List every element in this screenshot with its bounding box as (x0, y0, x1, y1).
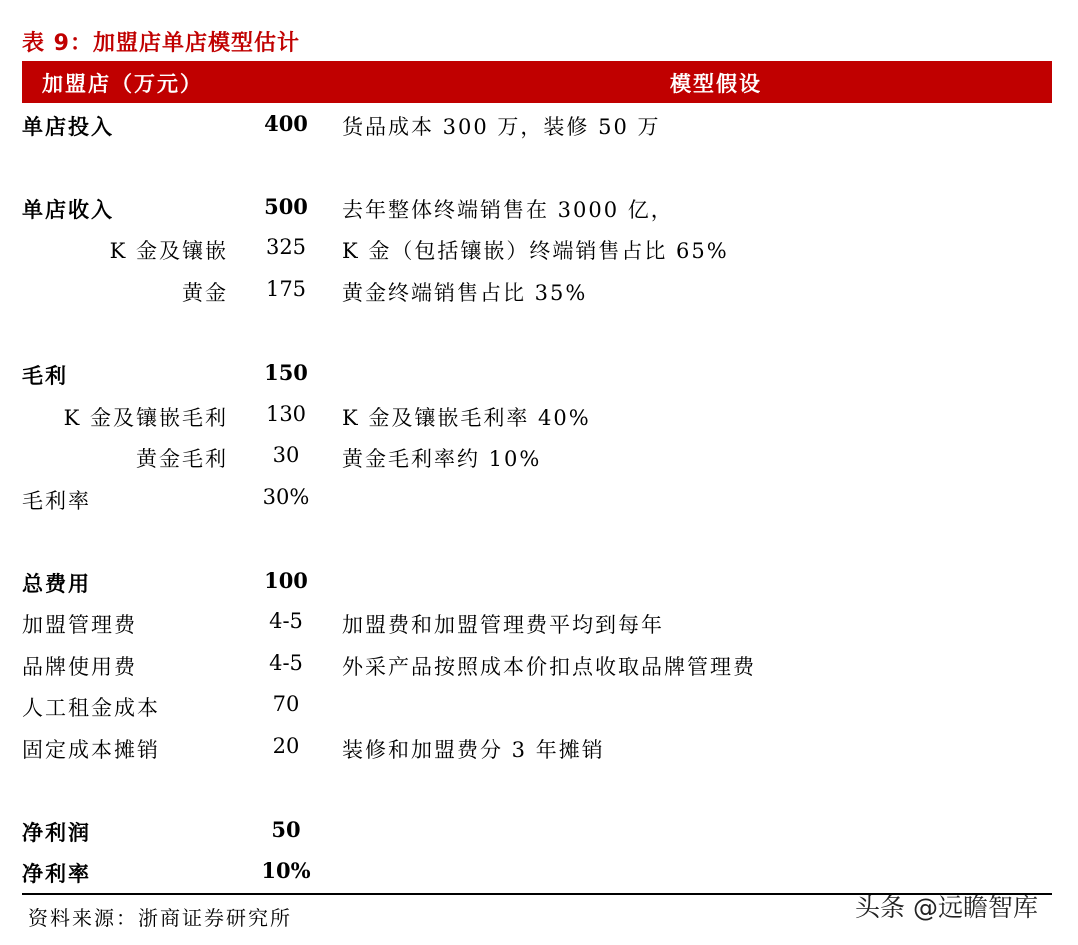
row-value: 400 (264, 111, 308, 136)
row-label: 毛利率 (22, 489, 91, 513)
table-row (22, 817, 1052, 849)
table-row (22, 858, 1052, 890)
row-label: 总费用 (22, 572, 91, 596)
row-value: 4-5 (269, 651, 303, 675)
row-value: 30 (272, 443, 300, 467)
row-note: 外采产品按照成本价扣点收取品牌管理费 (342, 655, 756, 679)
row-value: 130 (265, 402, 307, 426)
row-value: 150 (264, 360, 308, 385)
watermark: 头条 @远瞻智库 (855, 893, 1038, 922)
row-value: 175 (265, 277, 307, 301)
row-label: 人工租金成本 (22, 696, 160, 720)
header-left: 加盟店（万元） (42, 72, 203, 96)
table-row (22, 402, 1052, 434)
row-note: 货品成本 300 万，装修 50 万 (342, 115, 661, 139)
row-value: 30% (262, 485, 310, 509)
table-row (22, 194, 1052, 226)
row-label: 加盟管理费 (22, 613, 137, 637)
table-row (22, 692, 1052, 724)
row-value: 70 (272, 692, 300, 716)
row-label: 品牌使用费 (22, 655, 137, 679)
row-label: 单店收入 (22, 198, 114, 222)
table-row (22, 277, 1052, 309)
table-row (22, 485, 1052, 517)
header-right: 模型假设 (670, 72, 762, 96)
row-note: K 金及镶嵌毛利率 40% (342, 406, 591, 430)
row-value: 50 (271, 817, 301, 842)
row-note: K 金（包括镶嵌）终端销售占比 65% (342, 239, 729, 263)
row-label: K 金及镶嵌毛利 (63, 406, 228, 430)
row-value: 10% (261, 858, 311, 883)
row-note: 去年整体终端销售在 3000 亿， (342, 198, 674, 222)
row-value: 100 (264, 568, 308, 593)
table-header (22, 61, 1052, 103)
row-label: 净利润 (22, 821, 91, 845)
row-note: 装修和加盟费分 3 年摊销 (342, 738, 605, 762)
row-note: 黄金终端销售占比 35% (342, 281, 588, 305)
table-row (22, 609, 1052, 641)
row-label: 黄金 (182, 281, 228, 305)
table-row (22, 734, 1052, 766)
row-label: 净利率 (22, 862, 91, 886)
table-row (22, 568, 1052, 600)
table-row (22, 111, 1052, 143)
row-value: 4-5 (269, 609, 303, 633)
row-value: 20 (272, 734, 300, 758)
source-note: 资料来源：浙商证券研究所 (28, 906, 292, 930)
table-row (22, 235, 1052, 267)
table-row (22, 443, 1052, 475)
row-label: 单店投入 (22, 115, 114, 139)
row-note: 黄金毛利率约 10% (342, 447, 542, 471)
row-label: 毛利 (22, 364, 68, 388)
table-title: 表 9：加盟店单店模型估计 (22, 31, 300, 56)
table-row (22, 651, 1052, 683)
row-label: K 金及镶嵌 (109, 239, 228, 263)
row-note: 加盟费和加盟管理费平均到每年 (342, 613, 664, 637)
row-label: 黄金毛利 (136, 447, 228, 471)
table-row (22, 360, 1052, 392)
row-value: 325 (265, 235, 307, 259)
row-label: 固定成本摊销 (22, 738, 160, 762)
row-value: 500 (264, 194, 308, 219)
